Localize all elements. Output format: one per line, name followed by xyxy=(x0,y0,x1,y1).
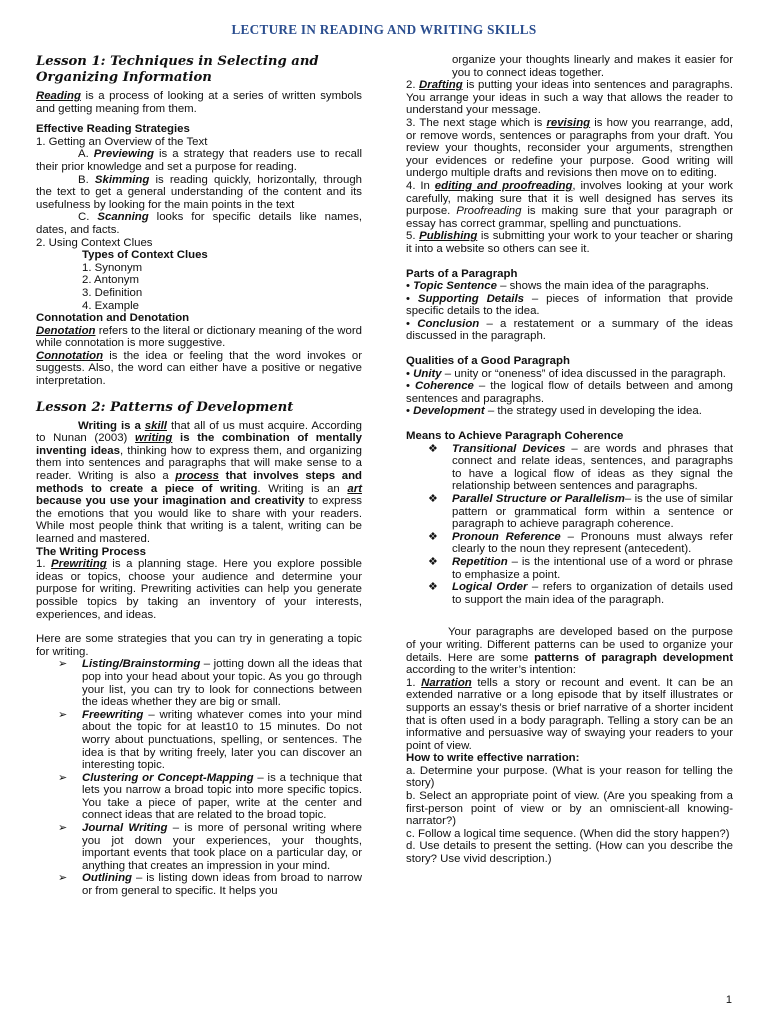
proofreading-def: is making sure that your paragraph or essay has correct grammar, spelling and punctuations. xyxy=(406,205,733,230)
bullet-icon: • xyxy=(406,280,414,293)
left-column xyxy=(36,52,362,898)
quality-term: Development xyxy=(413,405,485,418)
dev-bold: patterns of paragraph development xyxy=(534,651,733,664)
quality-def: – unity or “oneness” of idea discussed in the paragraph. xyxy=(441,367,726,380)
prewriting-paragraph xyxy=(36,558,362,621)
bullet-icon: • xyxy=(406,367,414,380)
drafting-term: Drafting xyxy=(419,79,463,92)
arrow-bullet-icon: ➢ xyxy=(58,771,68,784)
strategy-item xyxy=(36,872,362,897)
w-part: to express the emotions that you would like to share with your readers. While most people think that writing is a talent, writing can be learned and mastered. xyxy=(36,495,362,545)
d-prefix: 2. xyxy=(406,79,420,92)
publishing-def: is submitting your work to your teacher or sharing it into a website so others can see it. xyxy=(406,230,734,255)
strategy-term: Journal Writing xyxy=(82,822,168,835)
strategy-term: Clustering or Concept-Mapping xyxy=(82,771,254,784)
w-part: Writing is a xyxy=(78,419,145,432)
prewriting-term: Prewriting xyxy=(51,558,107,571)
how-step: a. Determine your purpose. (What is your reason for telling the story) xyxy=(406,764,733,790)
part-term: Topic Sentence xyxy=(413,280,497,293)
process-term: process xyxy=(175,470,219,483)
scanning-def: looks for specific details like names, dates, and facts. xyxy=(36,211,362,236)
publishing-paragraph xyxy=(406,230,733,255)
part-item xyxy=(406,280,733,293)
reading-term: Reading xyxy=(36,90,81,102)
type-item: 2. Antonym xyxy=(82,274,139,287)
strategy-item xyxy=(36,709,362,772)
connotation-def: is the idea or feeling that the word invokes or suggests. Also, the word can either have a positive or negative interpretation. xyxy=(36,349,362,388)
means-term: Transitional Devices xyxy=(452,442,566,455)
denotation-paragraph xyxy=(36,325,362,350)
strategy-def: – writing whatever comes into your mind about the topic for at least10 to 15 minutes. Do not worry about punctuations, spelling, or sentences. The idea is that by writing freely, later you can discover an interesting topic. xyxy=(82,708,362,772)
means-item xyxy=(406,581,733,606)
w-part: is the combination of mentally inventing ideas xyxy=(36,432,362,457)
arrow-bullet-icon: ➢ xyxy=(58,708,68,721)
connotation-paragraph xyxy=(36,350,362,388)
type-item: 4. Example xyxy=(82,299,139,312)
drafting-paragraph xyxy=(406,79,733,117)
how-step: b. Select an appropriate point of view. (Are you speaking from a first-person point of view or by an omniscient-all knowing-narrator?) xyxy=(406,790,733,828)
narration-paragraph xyxy=(406,677,733,753)
means-heading: Means to Achieve Paragraph Coherence xyxy=(406,430,624,443)
means-def: – is the intentional use of a word or phrase to emphasize a point. xyxy=(452,555,733,581)
quality-term: Unity xyxy=(413,367,442,380)
w-part: , thinking how to express them, and organizing them into sentences and paragraphs that will make sense to a reader. Writing is also a xyxy=(36,444,362,483)
pw-prefix: 1. xyxy=(36,558,52,571)
strategy-item xyxy=(36,822,362,872)
previewing-term: Previewing xyxy=(93,148,154,161)
means-term: Logical Order xyxy=(452,581,528,594)
twp-heading: The Writing Process xyxy=(36,545,146,558)
arrow-bullet-icon: ➢ xyxy=(58,822,68,835)
means-def: – are words and phrases that connect and relate ideas, sentences, and paragraphs to have a logical flow of ideas as they signal the relationship between sentences and paragraphs. xyxy=(452,442,733,493)
type-item: 3. Definition xyxy=(82,286,143,299)
means-item xyxy=(406,556,733,581)
strategy-term: Freewriting xyxy=(82,708,144,721)
w-part: that involves steps and methods to create a piece of writing xyxy=(36,470,362,495)
quality-item xyxy=(406,368,733,381)
prewriting-def: is a planning stage. Here you explore possible ideas or topics, choose your audience and determine your purpose for writing. Prewriting activities can help you generate possible topics by taking an inventory of your interests, experiences, and ideas. xyxy=(36,558,362,621)
drafting-def: is putting your ideas into sentences and paragraphs. You arrange your ideas in such a way that allows the reader to understand your message. xyxy=(406,79,733,117)
skimming-def: is reading quickly, horizontally, through the text to get a general understanding of the content and its usefulness by looking for the main points in the text xyxy=(36,173,362,211)
diamond-bullet-icon: ❖ xyxy=(428,493,438,505)
type-item: 1. Synonym xyxy=(82,261,143,274)
proofreading-term: Proofreading xyxy=(456,205,522,218)
reading-paragraph xyxy=(36,90,362,115)
part-def: – a restatement or a summary of the ideas discussed in the paragraph. xyxy=(406,317,733,343)
writing-paragraph xyxy=(36,420,362,546)
editing-term: editing and proofreading xyxy=(434,179,573,192)
c-prefix: C. xyxy=(78,211,98,224)
p-prefix: 5. xyxy=(406,230,420,243)
part-term: Conclusion xyxy=(417,317,480,330)
bullet-icon: • xyxy=(406,405,414,418)
w-part: . Writing is an xyxy=(257,482,348,495)
means-def: – Pronouns must always refer clearly to the noun they represent (antecedent). xyxy=(452,530,733,556)
means-term: Parallel Structure or Parallelism xyxy=(452,493,625,505)
publishing-term: Publishing xyxy=(419,230,478,243)
skimming-term: Skimming xyxy=(94,173,150,186)
w-part: because you use your imagination and creativity xyxy=(36,495,305,508)
strategy-def: – jotting down all the ideas that pop into your head about your topic. As you go through your list, you can try to look for connections between the ideas whether they are big or small. xyxy=(82,658,362,709)
editing-paragraph xyxy=(406,180,733,230)
art-term: art xyxy=(347,482,362,495)
denotation-def: refers to the literal or dictionary meaning of the word while connotation is more suggestive. xyxy=(36,324,362,350)
revising-paragraph xyxy=(406,117,733,180)
bullet-icon: • xyxy=(406,380,415,393)
strategy-def: – is listing down ideas from broad to narrow or from general to specific. It helps you xyxy=(82,872,362,898)
b-prefix: B. xyxy=(78,173,95,186)
strategy-def: – is more of personal writing where you jot down your experiences, your thoughts, important events that took place on a particular day, or anything that creates an impression in your mind. xyxy=(82,822,362,872)
strategy-def: – is a technique that lets you narrow a broad topic into more specific topics. You take a piece of paper, write at the center and connect ideas that are related to the broad topic. xyxy=(82,771,362,822)
lesson2-title: Lesson 2: Patterns of Development xyxy=(36,399,294,415)
strategy-item xyxy=(36,772,362,822)
types-heading: Types of Context Clues xyxy=(82,249,208,262)
means-item xyxy=(406,493,733,531)
ers-item-2: 2. Using Context Clues xyxy=(36,236,153,249)
how-step: c. Follow a logical time sequence. (When did the story happen?) xyxy=(406,827,730,840)
page-number: 1 xyxy=(725,994,732,1006)
page-title: LECTURE IN READING AND WRITING SKILLS xyxy=(231,22,537,37)
means-def: – is the use of similar pattern or grammatical form within a sentence or paragraph to achieve paragraph coherence. xyxy=(452,493,733,531)
how-heading: How to write effective narration: xyxy=(406,752,580,765)
how-step: d. Use details to present the setting. (How can you describe the story? Use vivid description.) xyxy=(406,840,733,866)
arrow-bullet-icon: ➢ xyxy=(58,658,68,671)
revising-def: is how you rearrange, add, or remove words, sentences or paragraphs from your draft. You review your thoughts, reconsider your arguments, strengthen your evidences or redefine your purpose. Good writing will undergo multiple drafts and revisions then move on to editing. xyxy=(406,116,733,180)
previewing-paragraph xyxy=(36,148,362,173)
outlining-continuation: organize your thoughts linearly and makes it easier for you to connect ideas together. xyxy=(452,54,733,79)
writing-term: writing xyxy=(135,432,173,445)
dev-part: Your paragraphs are developed based on the purpose of your writing. Different patterns can be used to organize your details. Here are some xyxy=(406,626,733,664)
quality-item xyxy=(406,405,733,418)
right-column xyxy=(406,54,733,866)
pop-heading: Parts of a Paragraph xyxy=(406,267,518,280)
narration-def: tells a story or recount and event. It can be an extended narrative or a long episode that by itself illustrates or supports an essay’s thesis or brief narrative of a shorter incident that is often used in a body paragraph. Telling a story can be an informative and persuasive way of swaying your readers to your point of view. xyxy=(406,676,733,752)
means-item xyxy=(406,531,733,556)
part-term: Supporting Details xyxy=(417,292,524,305)
scanning-paragraph xyxy=(36,211,362,236)
cd-heading: Connotation and Denotation xyxy=(36,312,190,325)
connotation-term: Connotation xyxy=(36,349,104,362)
part-def: – pieces of information that provide specific details to the idea. xyxy=(406,292,733,318)
e-prefix: 4. In xyxy=(406,179,435,192)
quality-term: Coherence xyxy=(415,380,474,393)
editing-def: , involves looking at your work carefully, making sure that it is well designed has serves its purpose. xyxy=(406,179,733,218)
denotation-term: Denotation xyxy=(36,324,96,337)
r-prefix: 3. The next stage which is xyxy=(406,116,547,129)
ers-item-1: 1. Getting an Overview of the Text xyxy=(36,135,208,148)
a-prefix: A. xyxy=(78,148,94,161)
ers-heading: Effective Reading Strategies xyxy=(36,123,190,136)
previewing-def: is a strategy that readers use to recall their prior knowledge and set a purpose for reading. xyxy=(36,148,362,173)
n-prefix: 1. xyxy=(406,676,422,689)
arrow-bullet-icon: ➢ xyxy=(58,872,68,885)
strategy-term: Outlining xyxy=(82,872,132,885)
skimming-paragraph xyxy=(36,174,362,212)
part-def: – shows the main idea of the paragraphs. xyxy=(496,280,710,293)
scanning-term: Scanning xyxy=(97,211,149,224)
quality-def: – the logical flow of details between and among sentences and paragraphs. xyxy=(406,380,733,405)
strategy-term: Listing/Brainstorming xyxy=(82,658,201,671)
diamond-bullet-icon: ❖ xyxy=(428,555,438,568)
diamond-bullet-icon: ❖ xyxy=(428,581,438,594)
diamond-bullet-icon: ❖ xyxy=(428,442,438,455)
strategies-intro: Here are some strategies that you can try in generating a topic for writing. xyxy=(36,633,362,658)
narration-term: Narration xyxy=(421,676,472,689)
means-def: – refers to organization of details used to support the main idea of the paragraph. xyxy=(452,581,733,606)
revising-term: revising xyxy=(546,116,591,129)
skill-term: skill xyxy=(144,419,167,432)
qualities-heading: Qualities of a Good Paragraph xyxy=(406,355,570,368)
development-paragraph xyxy=(406,626,733,676)
dev-part: according to the writer’s intention: xyxy=(406,664,576,677)
bullet-icon: • xyxy=(406,292,418,305)
lesson1-title: Lesson 1: Techniques in Selecting and Organizing Information xyxy=(36,54,319,85)
reading-def: is a process of looking at a series of written symbols and getting meaning from them. xyxy=(36,90,362,115)
bullet-icon: • xyxy=(406,317,418,330)
w-part: that all of us must acquire. According to Nunan (2003) xyxy=(36,419,362,445)
part-item xyxy=(406,318,733,343)
strategy-item xyxy=(36,658,362,708)
quality-item xyxy=(406,380,733,405)
quality-def: – the strategy used in developing the idea. xyxy=(484,405,702,418)
diamond-bullet-icon: ❖ xyxy=(428,530,438,543)
part-item xyxy=(406,293,733,318)
means-term: Pronoun Reference xyxy=(452,530,561,543)
means-term: Repetition xyxy=(452,555,508,568)
means-item xyxy=(406,443,733,493)
